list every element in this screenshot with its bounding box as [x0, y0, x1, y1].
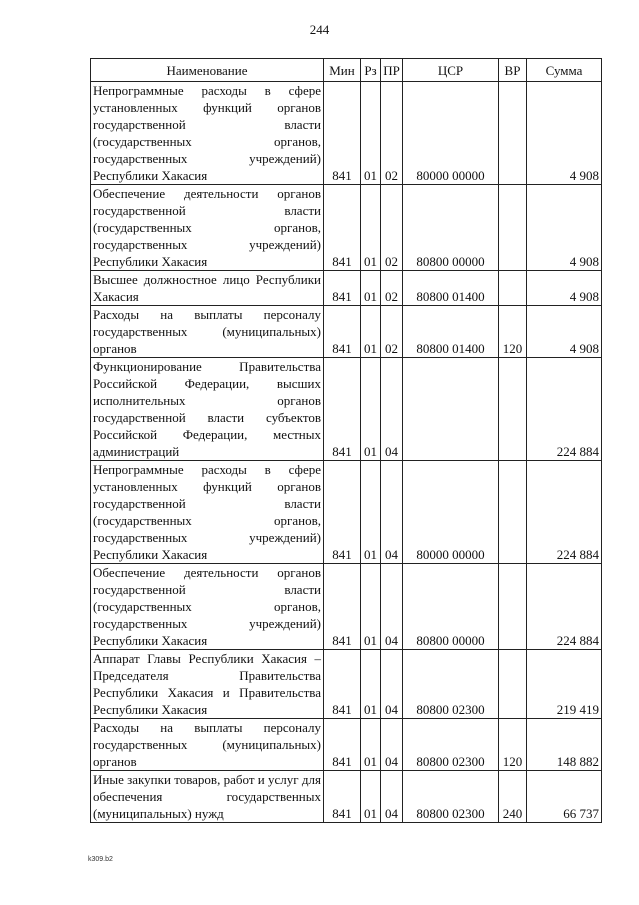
- cell-sum: 148 882: [527, 719, 602, 771]
- cell-rz: 01: [361, 185, 381, 271]
- column-header-vr: ВР: [499, 59, 527, 82]
- cell-pr: 04: [381, 719, 403, 771]
- cell-sum: 224 884: [527, 358, 602, 461]
- cell-name: Расходы на выплаты персоналу государственных (муниципальных) органов: [91, 719, 324, 771]
- cell-name: Высшее должностное лицо Республики Хакасия: [91, 271, 324, 306]
- cell-sum: 224 884: [527, 461, 602, 564]
- column-header-csr: ЦСР: [403, 59, 499, 82]
- table-row: [91, 185, 602, 271]
- cell-rz: 01: [361, 771, 381, 823]
- cell-vr: [499, 461, 527, 564]
- cell-rz: 01: [361, 306, 381, 358]
- cell-min: 841: [324, 306, 361, 358]
- footer-code: k309.b2: [88, 856, 113, 863]
- table-row: [91, 564, 602, 650]
- cell-vr: [499, 271, 527, 306]
- cell-name: Иные закупки товаров, работ и услуг для обеспечения государственных (муниципальных) нужд: [91, 771, 324, 823]
- table-row: [91, 771, 602, 823]
- cell-pr: 02: [381, 185, 403, 271]
- cell-rz: 01: [361, 271, 381, 306]
- cell-csr: [403, 358, 499, 461]
- cell-sum: 4 908: [527, 82, 602, 185]
- cell-sum: 224 884: [527, 564, 602, 650]
- column-header-sum: Сумма: [527, 59, 602, 82]
- cell-rz: 01: [361, 719, 381, 771]
- cell-min: 841: [324, 358, 361, 461]
- page-number: 244: [309, 22, 330, 37]
- cell-rz: 01: [361, 564, 381, 650]
- cell-sum: 4 908: [527, 271, 602, 306]
- cell-vr: [499, 82, 527, 185]
- cell-csr: 80800 02300: [403, 719, 499, 771]
- cell-name: Непрограммные расходы в сфере установленных функций органов государственной власти (государственных органов, государственных учреждений) Республики Хакасия: [91, 461, 324, 564]
- cell-csr: 80800 00000: [403, 564, 499, 650]
- table-row: [91, 271, 602, 306]
- cell-pr: 02: [381, 82, 403, 185]
- cell-name: Обеспечение деятельности органов государственной власти (государственных органов, государственных учреждений) Республики Хакасия: [91, 564, 324, 650]
- cell-pr: 02: [381, 306, 403, 358]
- cell-csr: 80800 02300: [403, 771, 499, 823]
- cell-csr: 80800 01400: [403, 306, 499, 358]
- cell-vr: [499, 564, 527, 650]
- cell-csr: 80800 02300: [403, 650, 499, 719]
- cell-sum: 219 419: [527, 650, 602, 719]
- cell-vr: 240: [499, 771, 527, 823]
- cell-pr: 04: [381, 650, 403, 719]
- cell-name: Функционирование Правительства Российской Федерации, высших исполнительных органов государственной власти субъектов Российской Федерации, местных администраций: [91, 358, 324, 461]
- cell-vr: 120: [499, 719, 527, 771]
- cell-min: 841: [324, 185, 361, 271]
- cell-sum: 4 908: [527, 185, 602, 271]
- cell-name: Обеспечение деятельности органов государственной власти (государственных органов, государственных учреждений) Республики Хакасия: [91, 185, 324, 271]
- cell-pr: 04: [381, 461, 403, 564]
- table-row: [91, 461, 602, 564]
- cell-min: 841: [324, 461, 361, 564]
- cell-min: 841: [324, 719, 361, 771]
- cell-name: Расходы на выплаты персоналу государственных (муниципальных) органов: [91, 306, 324, 358]
- cell-min: 841: [324, 271, 361, 306]
- cell-rz: 01: [361, 461, 381, 564]
- cell-csr: 80000 00000: [403, 461, 499, 564]
- cell-name: Непрограммные расходы в сфере установленных функций органов государственной власти (государственных органов, государственных учреждений) Республики Хакасия: [91, 82, 324, 185]
- cell-rz: 01: [361, 650, 381, 719]
- cell-csr: 80800 01400: [403, 271, 499, 306]
- cell-min: 841: [324, 771, 361, 823]
- table-row: [91, 358, 602, 461]
- cell-pr: 02: [381, 271, 403, 306]
- cell-min: 841: [324, 650, 361, 719]
- cell-rz: 01: [361, 358, 381, 461]
- table-row: [91, 719, 602, 771]
- table-row: [91, 82, 602, 185]
- cell-csr: 80000 00000: [403, 82, 499, 185]
- column-header-rz: Рз: [361, 59, 381, 82]
- cell-vr: [499, 358, 527, 461]
- cell-min: 841: [324, 564, 361, 650]
- cell-pr: 04: [381, 771, 403, 823]
- cell-pr: 04: [381, 564, 403, 650]
- cell-vr: [499, 650, 527, 719]
- column-header-name: Наименование: [91, 59, 324, 82]
- column-header-min: Мин: [324, 59, 361, 82]
- cell-vr: [499, 185, 527, 271]
- table-header-row: [91, 59, 602, 82]
- cell-csr: 80800 00000: [403, 185, 499, 271]
- table-row: [91, 306, 602, 358]
- cell-vr: 120: [499, 306, 527, 358]
- cell-rz: 01: [361, 82, 381, 185]
- cell-pr: 04: [381, 358, 403, 461]
- cell-sum: 66 737: [527, 771, 602, 823]
- column-header-pr: ПР: [381, 59, 403, 82]
- table-row: [91, 650, 602, 719]
- cell-name: Аппарат Главы Республики Хакасия – Председателя Правительства Республики Хакасия и Правительства Республики Хакасия: [91, 650, 324, 719]
- cell-sum: 4 908: [527, 306, 602, 358]
- cell-min: 841: [324, 82, 361, 185]
- budget-table: [90, 58, 602, 823]
